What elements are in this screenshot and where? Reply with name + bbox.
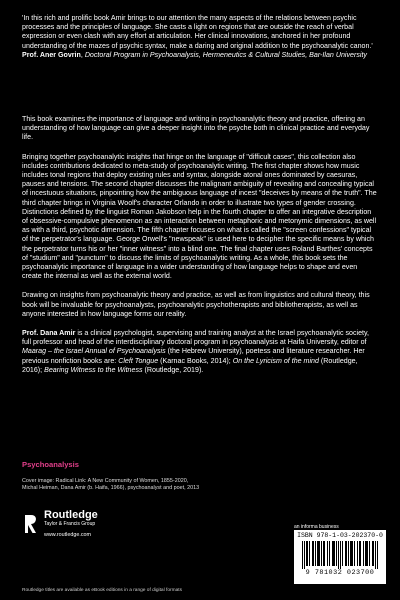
bio-book-3: Bearing Witness to the Witness — [44, 365, 143, 374]
endorsement-quote — [22, 14, 378, 60]
author-bio — [22, 329, 378, 375]
description-paragraph-1: This book examines the importance of language and writing in psychoanalytic theory and practice, offering an understanding of how language can give a deeper insight into the psyche both in clinical practice and everyday life. — [22, 115, 370, 142]
isbn-number: ISBN 978-1-03-202370-0 — [297, 532, 383, 539]
bio-text-c: (Karnac Books, 2014); — [158, 356, 233, 365]
description-paragraph-3: Drawing on insights from psychoanalytic theory and practice, as well as from linguistics and cultural theory, this book will be invaluable for psychoanalysts, psychoanalytic psychotherapists and bibliotherapists, as well as anyone interested in how language forms our reality. — [22, 291, 370, 318]
cover-credit-line-2: Michal Heiman, Dana Amir (b. Haifa, 1966), psychoanalyst and poet, 2013 — [22, 485, 200, 491]
quote-attribution: Prof. Aner Govrin, Doctoral Program in Psychoanalysis, Hermeneutics & Cultural Studies, Bar-Ilan University — [22, 50, 367, 59]
cover-credit-line-1: Cover image: Radical Link: A New Community of Women, 1855-2020, — [22, 478, 189, 484]
attribution-role: Doctoral Program in Psychoanalysis, Hermeneutics & Cultural Studies, Bar-Ilan University — [84, 50, 367, 59]
publisher-logo — [22, 510, 98, 538]
informa-label: an informa business — [294, 524, 339, 530]
author-name: Prof. Dana Amir — [22, 329, 76, 338]
attribution-name: Prof. Aner Govrin — [22, 50, 81, 59]
quote-text: 'In this rich and prolific book Amir brings to our attention the many aspects of the relations between psychic processes and the principles of language. She casts a light on regions that are outside the reach of verbal expression or even clash with any effort at articulation. Her clinical innovations, anchored in her profound understanding of the mazes of psychic syntax, make a daring and original addition to the psychoanalytic canon.' — [22, 14, 373, 50]
bio-book-1: Cleft Tongue — [118, 356, 159, 365]
bio-text-a: is a clinical psychologist, supervising and training analyst at the Israel psychoanalytic society, full professor and head of the interdisciplinary doctoral program in psychoanalysis at Haifa University, editor of — [22, 329, 369, 347]
publisher-name: Routledge — [44, 509, 98, 521]
barcode-digits: 9 781032 023700 — [305, 569, 375, 577]
ebook-note: Routledge titles are available as eBook editions in a range of digital formats — [22, 588, 182, 593]
book-description — [22, 115, 378, 385]
isbn-barcode — [294, 530, 386, 584]
bio-journal: Maarag – the Israel Annual of Psychoanalysis — [22, 347, 166, 356]
bio-text-d: (Routledge, 2016); — [22, 356, 358, 374]
description-paragraph-2: Bringing together psychoanalytic insights that hinge on the language of "difficult cases", this collection also includes contributions dedicated to meta-study of psychoanalytic writing. The first chapter shows how music includes tonal regions that deploy existing rules and syntax, alongside atonal ones dominated by caesuras, pauses and tensions. The second chapter discusses the malignant ambiguity of revealing and concealing typical of incestuous situations, pinpointing how the ambiguous language of incest "deceives by means of the truth". The third chapter brings in Virginia Woolf's character Orlando in order to illustrate two types of gender crossing. Distinctions defined by the linguist Roman Jakobson help in the fourth chapter to offer an integrative description of obsessive-compulsive phenomenon as an interaction between metaphoric and metonymic dimensions, as well as with a third, psychotic dimension. The fifth chapter focuses on what is called the "screen confessions" typical of the perpetrator's language. George Orwell's "newspeak" is used here to decipher the specific means by which the perpetrator turns his or her "inner witness" into a blind one. The final chapter uses Roland Barthes' concepts of "studium" and "punctum" to discuss the limits of psychoanalytic writing. As a whole, this book sets the psychoanalytic importance of language in a wider understanding of how language helps to shape and even create the internal as well as the external world. — [22, 152, 377, 281]
series-label: Psychoanalysis — [22, 460, 79, 469]
bio-text-b: (the Hebrew University), poetess and literature researcher. Her previous nonfiction books are: — [22, 347, 365, 365]
bio-text-e: (Routledge, 2019). — [142, 365, 204, 374]
routledge-logo-icon — [22, 513, 40, 535]
publisher-subtitle: Taylor & Francis Group — [44, 521, 96, 527]
bio-book-2: On the Lyricism of the mind — [232, 356, 319, 365]
publisher-url: www.routledge.com — [44, 532, 92, 538]
cover-image-credit — [22, 478, 322, 492]
barcode-icon — [300, 541, 380, 569]
